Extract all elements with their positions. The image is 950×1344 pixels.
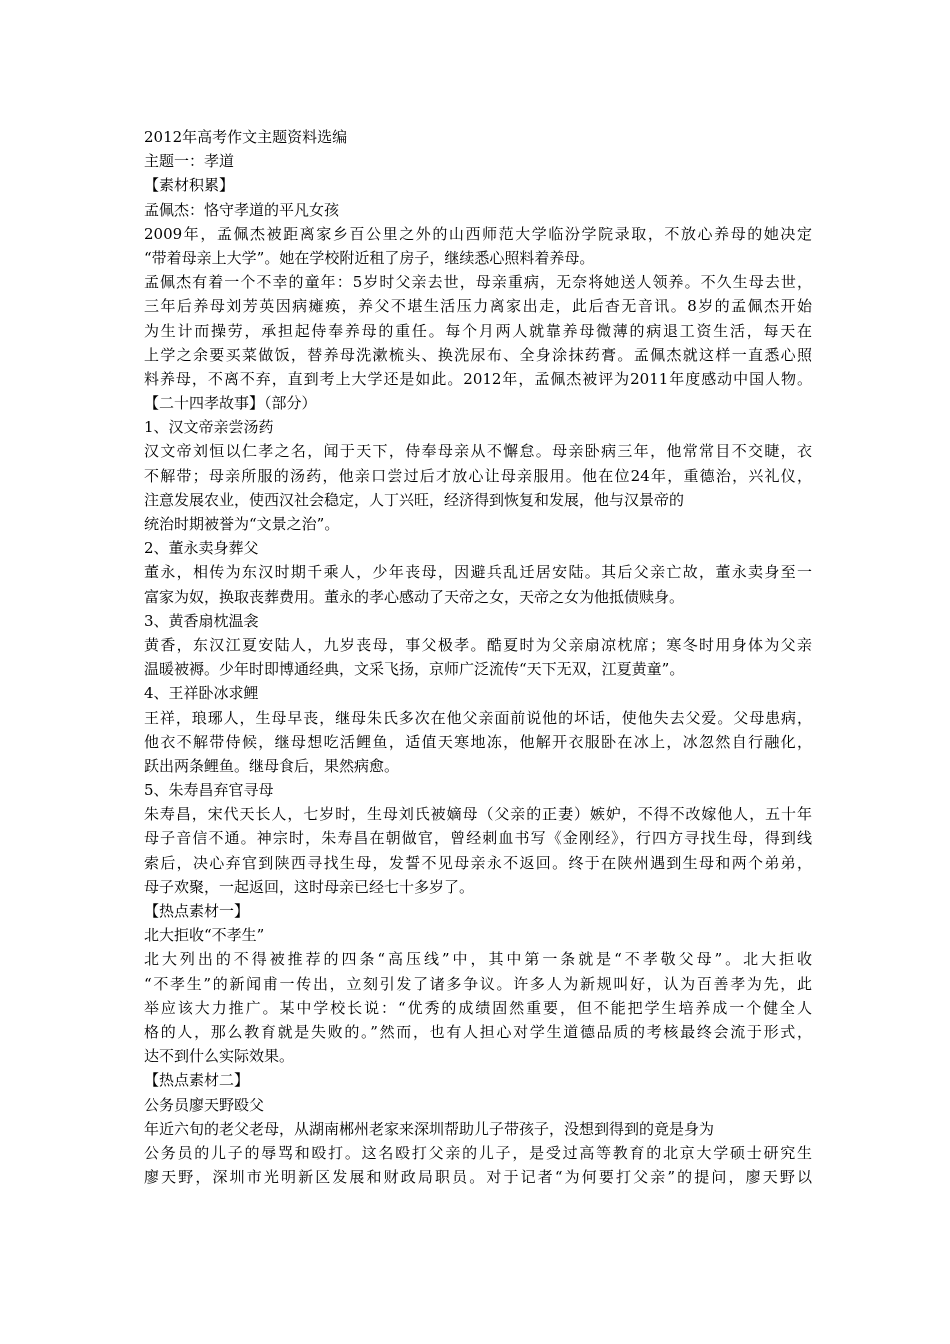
text-line: 汉文帝刘恒以仁孝之名，闻于天下，侍奉母亲从不懈怠。母亲卧病三年，他常常目不交睫，衣 (144, 442, 812, 461)
text-line: 年近六旬的老父老母，从湖南郴州老家来深圳帮助儿子带孩子，没想到得到的竟是身为 (144, 1119, 715, 1138)
text-line: 廖天野，深圳市光明新区发展和财政局职员。对于记者“为何要打父亲”的提问，廖天野以 (144, 1168, 812, 1187)
text-line: 达不到什么实际效果。 (144, 1047, 295, 1066)
text-line: 跃出两条鲤鱼。继母食后，果然病愈。 (144, 756, 400, 775)
text-line: 4、王祥卧冰求鲤 (144, 684, 259, 703)
text-line: 不解带；母亲所服的汤药，他亲口尝过后才放心让母亲服用。他在位24年，重德治，兴礼仪， (144, 466, 812, 485)
text-line: 公务员的儿子的辱骂和殴打。这名殴打父亲的儿子，是受过高等教育的北京大学硕士研究生 (144, 1143, 812, 1162)
text-line: 2009年，孟佩杰被距离家乡百公里之外的山西师范大学临汾学院录取，不放心养母的她决定 (144, 224, 812, 243)
text-line: 北大拒收“不孝生” (144, 926, 265, 945)
text-line: 【素材积累】 (144, 176, 235, 195)
text-line: 母子欢聚，一起返回，这时母亲已经七十多岁了。 (144, 877, 475, 896)
text-line: 孟佩杰有着一个不幸的童年：5岁时父亲去世，母亲重病，无奈将她送人领养。不久生母去世， (144, 273, 812, 292)
document-body (144, 125, 812, 1189)
text-line: 举应该大力推广。某中学校长说：“优秀的成绩固然重要，但不能把学生培养成一个健全人 (144, 998, 812, 1017)
text-line: 他衣不解带侍候，继母想吃活鲤鱼，适值天寒地冻，他解开衣服卧在冰上，冰忽然自行融化， (144, 732, 812, 751)
text-line: 2012年高考作文主题资料选编 (144, 128, 348, 146)
text-line: 母子音信不通。神宗时，朱寿昌在朝做官，曾经刺血书写《金刚经》，行四方寻找生母，得到线 (144, 829, 812, 848)
text-line: 格的人，那么教育就是失败的。”然而，也有人担心对学生道德品质的考核最终会流于形式， (144, 1022, 812, 1041)
text-line: 1、汉文帝亲尝汤药 (144, 418, 274, 437)
text-line: 5、朱寿昌弃官寻母 (144, 781, 274, 800)
text-line: 北大列出的不得被推荐的四条“高压线”中，其中第一条就是“不孝敬父母”。北大拒收 (144, 950, 812, 969)
text-line: “不孝生”的新闻甫一传出，立刻引发了诸多争议。许多人为新规叫好，认为百善孝为先，此 (144, 974, 812, 993)
text-line: 【二十四孝故事】（部分） (144, 394, 317, 413)
text-line: 【热点素材二】 (144, 1071, 250, 1090)
text-line: 孟佩杰：恪守孝道的平凡女孩 (144, 200, 340, 219)
text-line: 索后，决心弃官到陕西寻找生母，发誓不见母亲永不返回。终于在陕州遇到生母和两个弟弟， (144, 853, 812, 872)
text-line: 三年后养母刘芳英因病瘫痪，养父不堪生活压力离家出走，此后杳无音讯。8岁的孟佩杰开始 (144, 297, 812, 316)
text-line: 公务员廖天野殴父 (144, 1095, 265, 1114)
text-line: 富家为奴，换取丧葬费用。董永的孝心感动了天帝之女，天帝之女为他抵债赎身。 (144, 587, 685, 606)
text-line: 2、董永卖身葬父 (144, 539, 259, 558)
text-line: 黄香，东汉江夏安陆人，九岁丧母，事父极孝。酷夏时为父亲扇凉枕席；寒冬时用身体为父亲 (144, 635, 812, 654)
text-line: 温暖被褥。少年时即博通经典，文采飞扬，京师广泛流传“天下无双，江夏黄童”。 (144, 660, 685, 679)
text-line: 统治时期被誉为“文景之治”。 (144, 515, 340, 533)
text-line: 主题一：孝道 (144, 152, 235, 171)
text-line: 上学之余要买菜做饭，替养母洗漱梳头、换洗尿布、全身涂抹药膏。孟佩杰就这样一直悉心照 (144, 345, 812, 364)
text-line: 董永，相传为东汉时期千乘人，少年丧母，因避兵乱迁居安陆。其后父亲亡故，董永卖身至一 (144, 563, 812, 582)
text-line: 为生计而操劳，承担起侍奉养母的重任。每个月两人就靠养母微薄的病退工资生活，每天在 (144, 321, 812, 340)
text-line: 3、黄香扇枕温衾 (144, 611, 259, 630)
text-line: 王祥，琅琊人，生母早丧，继母朱氏多次在他父亲面前说他的坏话，使他失去父爱。父母患病， (144, 708, 812, 727)
text-line: 注意发展农业，使西汉社会稳定，人丁兴旺，经济得到恢复和发展，他与汉景帝的 (144, 490, 685, 509)
text-line: “带着母亲上大学”。她在学校附近租了房子，继续悉心照料着养母。 (144, 248, 595, 267)
text-line: 朱寿昌，宋代天长人，七岁时，生母刘氏被嫡母（父亲的正妻）嫉妒，不得不改嫁他人，五十年 (144, 805, 812, 824)
text-line: 【热点素材一】 (144, 902, 250, 920)
text-line: 料养母，不离不弃，直到考上大学还是如此。2012年，孟佩杰被评为2011年度感动中国人物。 (144, 369, 812, 388)
